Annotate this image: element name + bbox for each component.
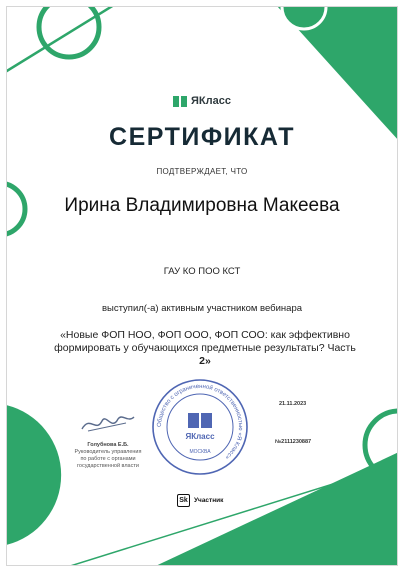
certificate-title: СЕРТИФИКАТ xyxy=(109,123,295,151)
brand-logo xyxy=(7,95,397,107)
company-stamp xyxy=(150,377,250,477)
confirms-text: ПОДТВЕРЖДАЕТ, ЧТО xyxy=(156,167,248,176)
certificate-number: №2111230887 xyxy=(275,439,312,445)
signatory-position xyxy=(63,449,153,470)
signatory-position-line: Руководитель управления xyxy=(74,449,142,455)
skolkovo-icon: Sk xyxy=(177,494,190,507)
issue-date: 21.11.2023 xyxy=(279,401,307,407)
signature-block xyxy=(63,409,153,470)
top-right-circle-decoration xyxy=(269,6,339,37)
signatory-position-line: государственной власти xyxy=(77,463,139,469)
book-icon xyxy=(173,96,187,107)
participant-label: Участник xyxy=(194,497,224,504)
webinar-title xyxy=(47,329,363,368)
participant-badge xyxy=(177,494,223,507)
signatory-name: Голубнова Е.Б. xyxy=(87,442,129,448)
signatory-position-line: по работе с органами xyxy=(80,456,136,462)
organization-name: ГАУ КО ПОО КСТ xyxy=(163,266,241,277)
brand-name: ЯКласс xyxy=(191,95,231,107)
certificate-page xyxy=(6,6,398,566)
stamp-city-text: МОСКВА xyxy=(189,449,211,455)
participation-text: выступил(-а) активным участником вебинара xyxy=(101,303,303,314)
top-left-line-decoration xyxy=(6,6,137,97)
stamp-center-text: ЯКласс xyxy=(185,432,215,441)
recipient-name: Ирина Владимировна Макеева xyxy=(64,195,340,216)
bottom-line-decoration xyxy=(67,462,398,566)
webinar-part: 2» xyxy=(199,355,211,367)
stamp-ring-text: Общество с ограниченной ответственностью «Я Класс» xyxy=(156,383,244,461)
signature-image xyxy=(78,409,138,435)
webinar-title-text: «Новые ФОП НОО, ФОП ООО, ФОП СОО: как эффективно формировать у обучающихся предметные результаты? Часть xyxy=(54,329,356,354)
